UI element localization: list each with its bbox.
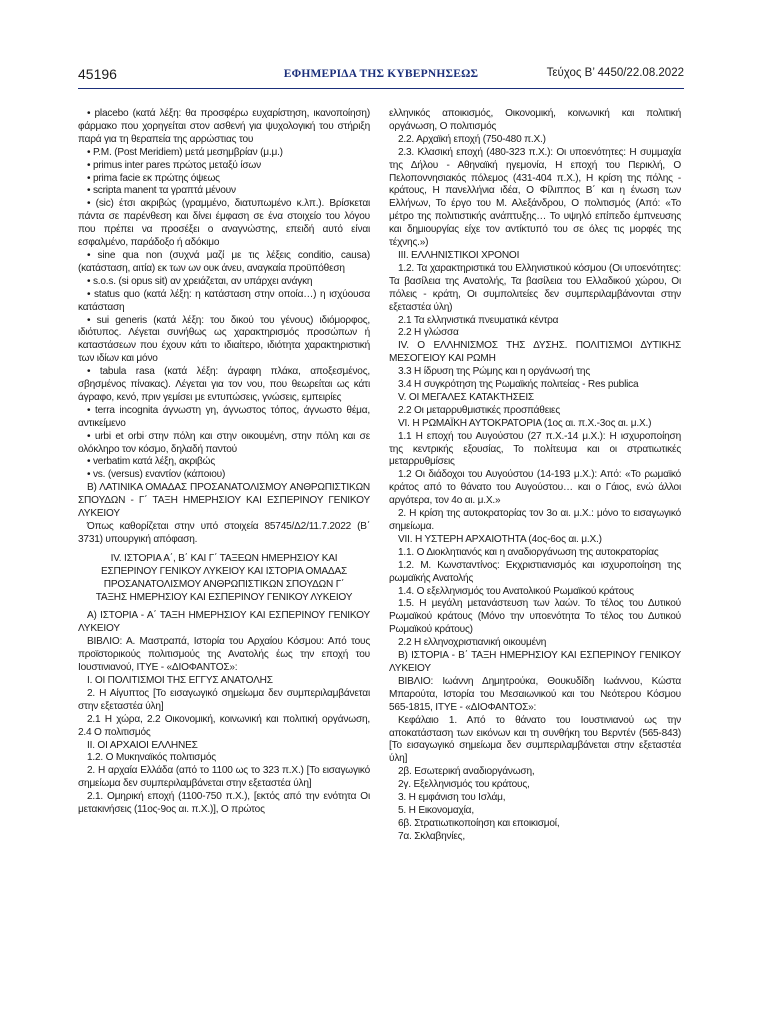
right-column <box>389 108 681 844</box>
paragraph: 1.2 Οι διάδοχοι του Αυγούστου (14-193 μ.Χ.): Από: «Το ρωμαϊκό κράτος από το θάνατο του Αυγούστου… και ο Γάιος, ενώ άλλοι αργότερα, τον 4ο αι. μ.Χ.» <box>389 469 681 507</box>
paragraph: 2.1. Ομηρική εποχή (1100-750 π.Χ.), [εκτός από την ενότητα Οι μετακινήσεις (11ος-9ος αι. π.Χ.)], Ο πρώτος <box>78 791 370 816</box>
paragraph: • scripta manent τα γραπτά μένουν <box>87 185 236 197</box>
paragraph: 2. Η Αίγυπτος [Το εισαγωγικό σημείωμα δεν συμπεριλαμβάνεται στην εξεταστέα ύλη] <box>78 687 370 712</box>
paragraph: 2.2 Η γλώσσα <box>398 327 459 339</box>
paragraph: I. ΟΙ ΠΟΛΙΤΙΣΜΟΙ ΤΗΣ ΕΓΓΥΣ ΑΝΑΤΟΛΗΣ <box>87 674 273 686</box>
paragraph: ΒΙΒΛΙΟ: Ιωάννη Δημητρούκα, Θουκυδίδη Ιωάννου, Κώστα Μπαρούτα, Ιστορία του Μεσαιωνικού και του Νεότερου Κόσμου 565-1815, ΙΤΥΕ - «ΔΙΟΦΑΝΤΟΣ»: <box>389 675 681 713</box>
paragraph: • terra incognita άγνωστη γη, άγνωστος τόπος, άγνωστο θέμα, αντικείμενο <box>78 404 370 429</box>
paragraph: • sui generis (κατά λέξη: του δικού του γένους) ιδιόμορφος, ιδιότυπος. Λέγεται συνήθως ως χαρακτηρισμός προσώπων ή καταστάσεων που έχουν κάτι το ιδιαίτερο, ιδιότητα χαρακτηριστική των ιδίων και μόνο <box>78 314 370 365</box>
paragraph: III. ΕΛΛΗΝΙΣΤΙΚΟΙ ΧΡΟΝΟΙ <box>398 249 520 261</box>
paragraph: • P.M. (Post Meridiem) μετά μεσημβρίαν (μ.μ.) <box>87 146 283 158</box>
paragraph: 1.2. Τα χαρακτηριστικά του Ελληνιστικού κόσμου (Οι υποενότητες: Τα βασίλεια της Ανατολής, Τα βασίλεια του Ελλαδικού χώρου, Οι πόλεις - κράτη, Οι συμπολιτείες δεν συμπεριλαμβάνονται στην εξεταστέα ύλη) <box>389 262 681 313</box>
paragraph: 2.2 Οι μεταρρυθμιστικές προσπάθειες <box>398 404 561 416</box>
chapter-heading: IV. ΙΣΤΟΡΙΑ Α΄, Β΄ ΚΑΙ Γ΄ ΤΑΞΕΩΝ ΗΜΕΡΗΣΙΟΥ ΚΑΙ ΕΣΠΕΡΙΝΟΥ ΓΕΝΙΚΟΥ ΛΥΚΕΙΟΥ ΚΑΙ ΙΣΤΟΡΙΑ ΟΜΑΔΑΣ ΠΡΟΣΑΝΑΤΟΛΙΣΜΟΥ ΑΝΘΡΩΠΙΣΤΙΚΩΝ ΣΠΟΥΔΩΝ Γ΄ ΤΑΞΗΣ ΗΜΕΡΗΣΙΟΥ ΚΑΙ ΕΣΠΕΡΙΝΟΥ ΓΕΝΙΚΟΥ ΛΥΚΕΙΟΥ <box>95 552 353 603</box>
paragraph: ελληνικός αποικισμός, Οικονομική, κοινωνική και πολιτική οργάνωση, Ο πολιτισμός <box>389 108 681 132</box>
list-item: 2β. Εσωτερική αναδιοργάνωση, <box>398 766 535 778</box>
paragraph: • s.o.s. (si opus sit) αν χρειάζεται, αν υπάρχει ανάγκη <box>87 275 313 287</box>
paragraph: • primus inter pares πρώτος μεταξύ ίσων <box>87 159 261 171</box>
paragraph: 2.1 Η χώρα, 2.2 Οικονομική, κοινωνική και πολιτική οργάνωση, 2.4 Ο πολιτισμός <box>78 713 370 738</box>
paragraph: 1.1. Ο Διοκλητιανός και η αναδιοργάνωση της αυτοκρατορίας <box>398 546 659 558</box>
paragraph: II. ΟΙ ΑΡΧΑΙΟΙ ΕΛΛΗΝΕΣ <box>87 739 198 751</box>
paragraph: • prima facie εκ πρώτης όψεως <box>87 172 220 184</box>
header-rule <box>78 88 684 89</box>
paragraph: ΒΙΒΛΙΟ: Α. Μαστραπά, Ιστορία του Αρχαίου Κόσμου: Από τους προϊστορικούς πολιτισμούς της Ανατολής έως την εποχή του Ιουστινιανού, ΙΤΥΕ - «ΔΙΟΦΑΝΤΟΣ»: <box>78 636 370 674</box>
left-column <box>78 108 370 817</box>
paragraph: • sine qua non (συχνά μαζί με τις λέξεις conditio, causa) (κατάσταση, αιτία) εκ των ων ουκ άνευ, αναγκαία προϋπόθεση <box>78 249 370 274</box>
paragraph: Κεφάλαιο 1. Από το θάνατο του Ιουστινιανού ως την αποκατάσταση των εικόνων και τη συνθήκη του Βερντέν (565-843) [Το εισαγωγικό σημείωμα δεν συμπεριλαμβάνεται στην εξεταστέα ύλη] <box>389 714 681 765</box>
paragraph: VI. Η ΡΩΜΑΪΚΗ ΑΥΤΟΚΡΑΤΟΡΙΑ (1ος αι. π.Χ.-3ος αι. μ.Χ.) <box>398 417 652 429</box>
paragraph: 3.3 Η ίδρυση της Ρώμης και η οργάνωσή της <box>398 366 590 378</box>
page-header <box>78 66 684 88</box>
paragraph: 2. Η αρχαία Ελλάδα (από το 1100 ως το 323 π.Χ.) [Το εισαγωγικό σημείωμα δεν συμπεριλαμβάνεται στην εξεταστέα ύλη] <box>78 765 370 790</box>
paragraph: Όπως καθορίζεται στην υπό στοιχεία 85745/Δ2/11.7.2022 (Β΄ 3731) υπουργική απόφαση. <box>78 521 370 545</box>
list-item: 7α. Σκλαβηνίες, <box>398 830 465 842</box>
paragraph: 1.1 Η εποχή του Αυγούστου (27 π.Χ.-14 μ.Χ.): Η ισχυροποίηση της κεντρικής εξουσίας, Το πολίτευμα και οι στρατιωτικές μεταρρυθμίσεις <box>389 430 681 468</box>
issue-info: Τεύχος B’ 4450/22.08.2022 <box>546 67 684 79</box>
paragraph: • tabula rasa (κατά λέξη: άγραφη πλάκα, αποξεσμένος, σβησμένος πίνακας). Λέγεται για τον νου, που θεωρείται ως κάτι άγραφο, κενό, πριν γεμίσει με εντυπώσεις, γνώσεις, εμπειρίες <box>78 366 370 403</box>
paragraph: 3.4 Η συγκρότηση της Ρωμαϊκής πολιτείας - Res publica <box>398 379 639 391</box>
paragraph: • status quo (κατά λέξη: η κατάσταση στην οποία…) η ισχύουσα κατάσταση <box>78 288 370 313</box>
paragraph: 1.5. Η μεγάλη μετανάστευση των λαών. Το τέλος του Δυτικού Ρωμαϊκού κράτους (Μόνο την υποενότητα Το τέλος του Δυτικού Ρωμαϊκού κράτους) <box>389 598 681 636</box>
paragraph: • (sic) έτσι ακριβώς (γραμμένο, διατυπωμένο κ.λπ.). Βρίσκεται πάντα σε παρένθεση και δίνει έμφαση σε ένα στοιχείο του λόγου που πρέπει να προσέξει ο αναγνώστης, επειδή αυτό είναι εσφαλμένο, παράδοξο ή αδόκιμο <box>78 198 370 249</box>
section-heading: Α) ΙΣΤΟΡΙΑ - Α΄ ΤΑΞΗ ΗΜΕΡΗΣΙΟΥ ΚΑΙ ΕΣΠΕΡΙΝΟΥ ΓΕΝΙΚΟΥ ΛΥΚΕΙΟΥ <box>78 610 370 635</box>
paragraph: 2.3. Κλασική εποχή (480-323 π.Χ.): Οι υποενότητες: Η συμμαχία της Δήλου - Αθηναϊκή ηγεμονία, Η εποχή του Περικλή, Ο Πελοποννησιακός πόλεμος (431-404 π.Χ.), Η κρίση της πόλης - κράτους, Η πανελλήνια ιδέα, Ο Φίλιππος Β΄ και η ένωση των Ελλήνων, Το έργο του Μ. Αλεξάνδρου, Ο πολιτισμός (Από: «Το μέτρο της πολιτιστικής ανάπτυξης… Το υψηλό επίπεδο έμπνευσης και δημιουργίας είχε τον αντίκτυπό του σε όλες τις μορφές της τέχνης.») <box>389 146 681 249</box>
section-heading: Β) ΙΣΤΟΡΙΑ - Β΄ ΤΑΞΗ ΗΜΕΡΗΣΙΟΥ ΚΑΙ ΕΣΠΕΡΙΝΟΥ ΓΕΝΙΚΟΥ ΛΥΚΕΙΟΥ <box>389 650 681 674</box>
paragraph: • verbatim κατά λέξη, ακριβώς <box>87 456 215 468</box>
paragraph: 2.2 Η ελληνοχριστιανική οικουμένη <box>398 637 547 649</box>
paragraph: IV. Ο ΕΛΛΗΝΙΣΜΟΣ ΤΗΣ ΔΥΣΗΣ. ΠΟΛΙΤΙΣΜΟΙ ΔΥΤΙΚΗΣ ΜΕΣΟΓΕΙΟΥ ΚΑΙ ΡΩΜΗ <box>389 340 681 365</box>
paragraph: V. ΟΙ ΜΕΓΑΛΕΣ ΚΑΤΑΚΤΗΣΕΙΣ <box>398 391 534 403</box>
paragraph: 1.2. Μ. Κωνσταντίνος: Εκχριστιανισμός και ισχυροποίηση της ρωμαϊκής Ανατολής <box>389 559 681 584</box>
paragraph: 1.4. Ο εξελληνισμός του Ανατολικού Ρωμαϊκού κράτους <box>398 585 634 597</box>
list-item: 3. Η εμφάνιση του Ισλάμ, <box>398 792 506 804</box>
paragraph: • vs. (versus) εναντίον (κάποιου) <box>87 469 226 481</box>
section-heading: Β) ΛΑΤΙΝΙΚΑ ΟΜΑΔΑΣ ΠΡΟΣΑΝΑΤΟΛΙΣΜΟΥ ΑΝΘΡΩΠΙΣΤΙΚΩΝ ΣΠΟΥΔΩΝ - Γ΄ ΤΑΞΗ ΗΜΕΡΗΣΙΟΥ ΚΑΙ ΕΣΠΕΡΙΝΟΥ ΓΕΝΙΚΟΥ ΛΥΚΕΙΟΥ <box>78 482 370 520</box>
list-item: 6β. Στρατιωτικοποίηση και εποικισμοί, <box>398 817 560 829</box>
paragraph: VII. Η ΥΣΤΕΡΗ ΑΡΧΑΙΟΤΗΤΑ (4ος-6ος αι. μ.Χ.) <box>398 533 602 545</box>
paragraph: • placebo (κατά λέξη: θα προσφέρω ευχαρίστηση, ικανοποίηση) φάρμακο που χορηγείται στον ασθενή για ψυχολογική του στήριξη παρά για τη θεραπεία της αρρώστιας του <box>78 108 370 145</box>
list-item: 5. Η Εικονομαχία, <box>398 804 474 816</box>
paragraph: 2. Η κρίση της αυτοκρατορίας τον 3ο αι. μ.Χ.: μόνο το εισαγωγικό σημείωμα. <box>389 508 681 532</box>
page-number: 45196 <box>78 66 117 82</box>
list-item: 2γ. Εξελληνισμός του κράτους, <box>398 779 530 791</box>
paragraph: 1.2. Ο Μυκηναϊκός πολιτισμός <box>87 752 216 764</box>
paragraph: • urbi et orbi στην πόλη και στην οικουμένη, στην πόλη και σε ολόκληρο τον κόσμο, δηλαδή παντού <box>78 430 370 455</box>
paragraph: 2.2. Αρχαϊκή εποχή (750-480 π.Χ.) <box>398 133 546 145</box>
gazette-title: ΕΦΗΜΕΡΙΔΑ ΤΗΣ ΚΥΒΕΡΝΗΣΕΩΣ <box>283 68 479 80</box>
paragraph: 2.1 Τα ελληνιστικά πνευματικά κέντρα <box>398 314 559 326</box>
